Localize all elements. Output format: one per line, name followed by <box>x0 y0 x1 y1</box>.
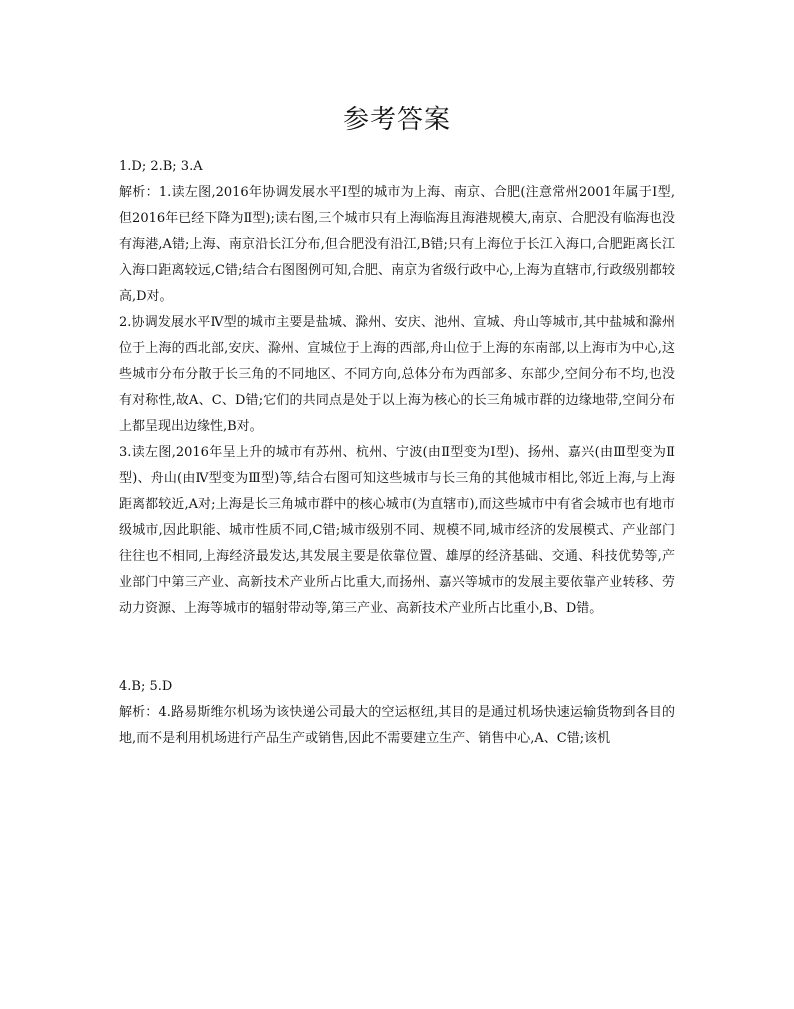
answer-line-4-5: 4.B; 5.D <box>119 679 173 694</box>
answer-line-1-3: 1.D; 2.B; 3.A <box>119 159 203 174</box>
explanation-paragraph-2: 2.协调发展水平Ⅳ型的城市主要是盐城、滁州、安庆、池州、宣城、舟山等城市,其中盐城和滁州位于上海的西北部,安庆、滁州、宣城位于上海的西部,舟山位于上海的东南部,以上海市为中心,这些城市分布分散于长三角的不同地区、不同方向,总体分布为西部多、东部少,空间分布不均,也没有对称性,故A、C、D错;它们的共同点是处于以上海为核心的长三角城市群的边缘地带,空间分布上都呈现出边缘性,B对。 <box>119 315 675 434</box>
explanation-paragraph-3: 3.读左图,2016年呈上升的城市有苏州、杭州、宁波(由Ⅱ型变为Ⅰ型)、扬州、嘉兴(由Ⅲ型变为Ⅱ型)、舟山(由Ⅳ型变为Ⅲ型)等,结合右图可知这些城市与长三角的其他城市相比,邻近上海,与上海距离都较近,A对;上海是长三角城市群中的核心城市(为直辖市),而这些城市中有省会城市也有地市级城市,因此职能、城市性质不同,C错;城市级别不同、规模不同,城市经济的发展模式、产业部门往往也不相同,上海经济最发达,其发展主要是依靠位置、雄厚的经济基础、交通、科技优势等,产业部门中第三产业、高新技术产业所占比重大,而扬州、嘉兴等城市的发展主要依靠产业转移、劳动力资源、上海等城市的辐射带动等,第三产业、高新技术产业所占比重小,B、D错。 <box>119 445 675 616</box>
page-title: 参考答案 <box>342 105 451 135</box>
section-gap <box>119 622 675 674</box>
explanation-paragraph-1: 解析：1.读左图,2016年协调发展水平Ⅰ型的城市为上海、南京、合肥(注意常州2001年属于Ⅰ型,但2016年已经下降为Ⅱ型);读右图,三个城市只有上海临海且海港规模大,南京、合肥没有临海也没有海港,A错;上海、南京沿长江分布,但合肥没有沿江,B错;只有上海位于长江入海口,合肥距离长江入海口距离较远,C错;结合右图图例可知,合肥、南京为省级行政中心,上海为直辖市,行政级别都较高,D对。 <box>119 185 675 304</box>
document-body <box>119 154 675 752</box>
explanation-paragraph-4: 解析：4.路易斯维尔机场为该快递公司最大的空运枢纽,其目的是通过机场快速运输货物到各目的地,而不是利用机场进行产品生产或销售,因此不需要建立生产、销售中心,A、C错;该机 <box>119 705 675 746</box>
